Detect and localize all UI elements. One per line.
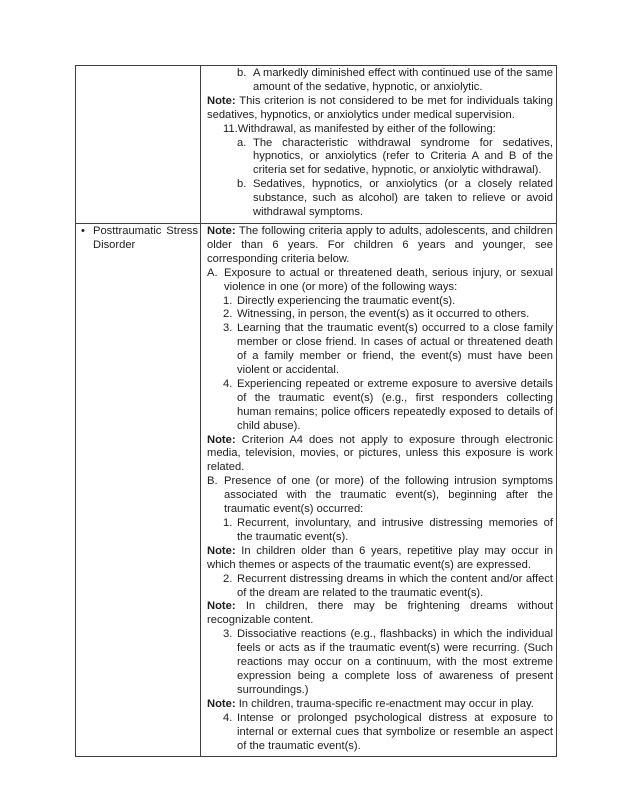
note-text: In children, there may be frightening dreams without recognizable content. [207,600,553,627]
item-marker: b. [237,178,247,191]
item-text: Presence of one (or more) of the following intrusion symptoms associated with the traumatic event(s), beginning after the traumatic event(s) occurred: [224,475,553,516]
note-paragraph [207,95,553,123]
criteria-item [207,178,553,220]
disorder-cell [76,223,201,756]
criteria-item [207,573,553,601]
note-paragraph [207,545,553,573]
note-text: In children older than 6 years, repetitive play may occur in which themes or aspects of the traumatic event(s) are expressed. [207,544,554,571]
criteria-item [207,378,553,434]
note-prefix: Note: [207,433,236,446]
disorder-name [81,225,198,253]
note-prefix: Note: [207,697,236,710]
note-prefix: Note: [207,224,236,237]
item-text: Witnessing, in person, the event(s) as it occurred to others. [237,308,530,321]
criteria-item [207,475,553,517]
item-marker: 1. [223,517,233,529]
item-text: The characteristic withdrawal syndrome for sedatives, hypnotics, or anxiolytics (refer to Criteria A and B of the criteria set for sedative, hypnotic, or anxiolytic withdrawal). [253,136,553,177]
disorder-cell [76,66,201,224]
criteria-item [207,137,553,179]
item-text: Directly experiencing the traumatic event(s). [237,294,456,307]
item-text: Dissociative reactions (e.g., flashbacks) in which the individual feels or acts as if the traumatic event(s) were recurring. (Such reactions may occur on a continuum, with the most extreme expression being a complete loss of awareness of present surroundings.) [237,628,553,696]
item-text: Recurrent distressing dreams in which the content and/or affect of the dream are related to the traumatic event(s). [237,572,553,599]
criteria-item [207,67,553,95]
note-text: This criterion is not considered to be met for individuals taking sedatives, hypnotics, or anxiolytics under medical supervision. [207,94,553,121]
criteria-item [207,267,553,295]
criteria-table-body [76,66,557,757]
note-paragraph [207,225,553,267]
item-marker: 3. [223,628,233,641]
item-marker: A. [207,266,218,279]
criteria-item [207,322,553,378]
item-text: Learning that the traumatic event(s) occurred to a close family member or close friend. In cases of actual or threatened death of a family member or friend, the event(s) must have been violent or accidental. [237,322,553,377]
criteria-item [207,308,553,322]
item-marker: 4. [223,711,233,724]
note-text: Criterion A4 does not apply to exposure through electronic media, television, movies, or pictures, unless this exposure is work related. [207,433,553,474]
item-marker: 3. [223,322,233,335]
item-text: Exposure to actual or threatened death, serious injury, or sexual violence in one (or more) of the following ways: [224,266,553,293]
item-text: Experiencing repeated or extreme exposure to aversive details of the traumatic event(s) (e.g., first responders collecting human remains; police officers repeatedly exposed to details of child abuse). [237,377,553,432]
note-prefix: Note: [207,94,236,107]
criteria-table [75,65,557,757]
note-paragraph [207,698,553,712]
criteria-item [207,712,553,754]
note-paragraph [207,434,553,476]
note-prefix: Note: [207,600,236,613]
note-paragraph [207,600,553,628]
item-text: Intense or prolonged psychological distress at exposure to internal or external cues that symbolize or resemble an aspect of the traumatic event(s). [237,711,553,752]
criteria-cell [201,223,557,756]
item-marker: 2. [223,308,233,321]
criteria-item [207,628,553,698]
criteria-item [207,295,553,309]
item-marker: 2. [223,572,233,585]
item-marker: a. [237,136,247,149]
criteria-item [207,517,553,545]
item-text: Recurrent, involuntary, and intrusive distressing memories of the traumatic event(s). [237,517,553,543]
item-marker: 1. [223,294,233,307]
note-text: The following criteria apply to adults, adolescents, and children older than 6 years. For children 6 years and younger, see corresponding criteria below. [207,224,553,265]
bullet-icon: • [81,224,85,237]
item-marker: b. [237,67,247,79]
disorder-name-text: Posttraumatic Stress Disorder [93,224,198,251]
item-marker: B. [207,475,218,488]
table-row [76,223,557,756]
item-text: Sedatives, hypnotics, or anxiolytics (or a closely related substance, such as alcohol) are taken to relieve or avoid withdrawal symptoms. [253,178,553,219]
item-marker: 4. [223,377,233,390]
table-row [76,66,557,224]
note-text: In children, trauma-specific re-enactment may occur in play. [238,697,534,710]
note-prefix: Note: [207,544,236,557]
criteria-item [207,123,553,137]
item-marker: 11. [223,122,238,135]
item-text: Withdrawal, as manifested by either of the following: [237,122,496,135]
criteria-cell [201,66,557,224]
item-text: A markedly diminished effect with continued use of the same amount of the sedative, hypnotic, or anxiolytic. [253,67,553,93]
